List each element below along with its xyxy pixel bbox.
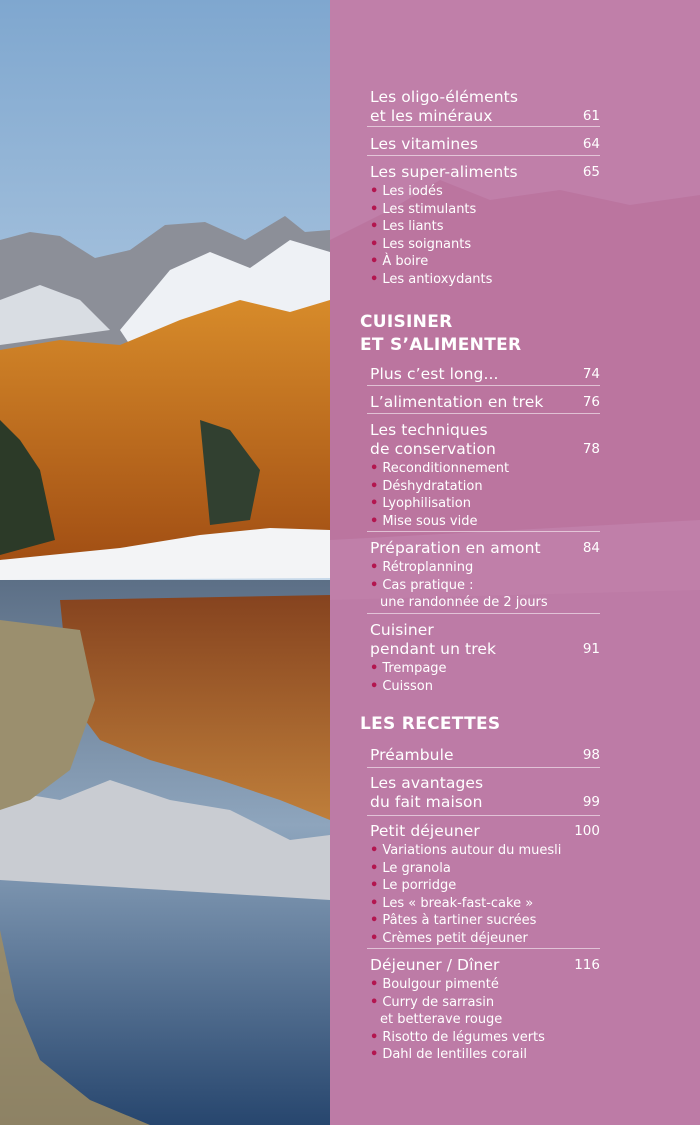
- toc-entry-title[interactable]: Déjeuner / Dîner: [370, 956, 500, 974]
- toc-entry-title[interactable]: Les avantages: [370, 774, 484, 792]
- toc-entry-title[interactable]: L’alimentation en trek: [370, 393, 544, 411]
- toc-subitem: [370, 513, 477, 531]
- toc-subitem: [370, 994, 494, 1012]
- bullet-icon: •: [370, 860, 379, 876]
- toc-page-number: 84: [582, 540, 600, 556]
- bullet-icon: •: [370, 661, 379, 676]
- toc-page-number: 99: [582, 794, 600, 810]
- toc-subitem-label: Boulgour pimenté: [382, 977, 499, 992]
- toc-subitem: [380, 1011, 502, 1029]
- bullet-icon: •: [370, 560, 379, 575]
- toc-entry-title[interactable]: Plus c’est long...: [370, 365, 499, 383]
- divider: [367, 948, 600, 949]
- toc-subitem: [370, 253, 428, 271]
- toc-subitem: [370, 460, 509, 478]
- bullet-icon: •: [370, 513, 379, 529]
- toc-page-number: 65: [582, 164, 600, 180]
- bullet-icon: •: [370, 461, 379, 476]
- divider: [367, 815, 600, 816]
- toc-subitem-label: Curry de sarrasin: [382, 994, 495, 1010]
- bullet-icon: •: [370, 271, 379, 287]
- toc-subitem-label: Le porridge: [382, 878, 457, 893]
- toc-subitem: [370, 976, 499, 994]
- toc-subitem: [370, 236, 471, 254]
- bullet-icon: •: [370, 678, 379, 694]
- toc-entry-title[interactable]: Préambule: [370, 746, 454, 764]
- toc-subitem: [370, 930, 528, 948]
- divider: [367, 613, 600, 614]
- toc-subitem: [370, 478, 483, 496]
- divider: [367, 385, 600, 386]
- toc-subitem-label: et betterave rouge: [380, 1012, 503, 1027]
- toc-subitem-label: Les stimulants: [382, 201, 477, 217]
- bullet-icon: •: [370, 878, 379, 893]
- toc-page-number: 98: [582, 747, 600, 763]
- bullet-icon: •: [370, 913, 379, 928]
- toc-page-number: 116: [574, 957, 600, 973]
- bullet-icon: •: [370, 895, 379, 911]
- toc-subitem: [370, 577, 474, 595]
- toc-entry-title[interactable]: Préparation en amont: [370, 539, 541, 557]
- toc-subitem: [370, 678, 433, 696]
- toc-page-number: 100: [574, 823, 600, 839]
- toc-subitem: [370, 877, 456, 895]
- toc-page-number: 78: [582, 441, 600, 457]
- toc-subitem-label: Crèmes petit déjeuner: [382, 930, 528, 946]
- toc-entry-title[interactable]: de conservation: [370, 440, 496, 458]
- toc-subitem: [370, 183, 443, 201]
- toc-subitem: [380, 594, 548, 612]
- toc-subitem: [370, 860, 451, 878]
- toc-subitem-label: Risotto de légumes verts: [382, 1029, 545, 1045]
- divider: [367, 531, 600, 532]
- toc-entry-title[interactable]: Les oligo-éléments: [370, 88, 518, 106]
- toc-subitem-label: Trempage: [382, 661, 447, 676]
- toc-subitem-label: Les liants: [382, 219, 444, 234]
- bullet-icon: •: [370, 977, 379, 992]
- toc-subitem: [370, 842, 561, 860]
- toc-subitem-label: Rétroplanning: [382, 560, 474, 575]
- toc-subitem-label: À boire: [382, 254, 429, 269]
- toc-subitem-label: Pâtes à tartiner sucrées: [382, 913, 537, 928]
- toc-page-number: 61: [582, 108, 600, 124]
- toc-subitem-label: Les antioxydants: [382, 271, 493, 287]
- toc-subitem-label: Cuisson: [382, 678, 433, 694]
- divider: [367, 126, 600, 127]
- divider: [367, 413, 600, 414]
- toc-entry-title[interactable]: Les techniques: [370, 421, 488, 439]
- section-heading: CUISINER: [360, 312, 453, 332]
- bullet-icon: •: [370, 201, 379, 217]
- toc-subitem: [370, 201, 476, 219]
- toc-subitem-label: une randonnée de 2 jours: [380, 595, 548, 610]
- toc-subitem: [370, 912, 536, 930]
- bullet-icon: •: [370, 219, 379, 234]
- toc-page-number: 74: [582, 366, 600, 382]
- bullet-icon: •: [370, 254, 379, 269]
- toc-subitem-label: Les « break-fast-cake »: [382, 895, 534, 911]
- toc-subitem: [370, 218, 444, 236]
- toc-subitem: [370, 559, 473, 577]
- toc-subitem: [370, 660, 447, 678]
- toc-subitem-label: Les soignants: [382, 236, 472, 252]
- toc-page-number: 64: [582, 136, 600, 152]
- toc-subitem: [370, 895, 533, 913]
- toc-subitem: [370, 271, 492, 289]
- bullet-icon: •: [370, 184, 379, 199]
- bullet-icon: •: [370, 1047, 379, 1062]
- bullet-icon: •: [370, 994, 379, 1010]
- bullet-icon: •: [370, 236, 379, 252]
- bullet-icon: •: [370, 930, 379, 946]
- toc-subitem-label: Dahl de lentilles corail: [382, 1047, 527, 1062]
- toc-entry-title[interactable]: du fait maison: [370, 793, 483, 811]
- toc-subitem-label: Déshydratation: [382, 478, 483, 494]
- bullet-icon: •: [370, 478, 379, 494]
- toc-entry-title[interactable]: Les vitamines: [370, 135, 479, 153]
- toc-subitem: [370, 1046, 527, 1064]
- divider: [367, 767, 600, 768]
- toc-entry-title[interactable]: Cuisiner: [370, 621, 434, 639]
- toc-subitem: [370, 1029, 545, 1047]
- toc-entry-title[interactable]: Petit déjeuner: [370, 822, 480, 840]
- divider: [367, 155, 600, 156]
- section-heading: ET S’ALIMENTER: [360, 335, 522, 355]
- toc-page-number: 76: [582, 394, 600, 410]
- toc-subitem: [370, 495, 471, 513]
- bullet-icon: •: [370, 577, 379, 593]
- toc-subitem-label: Lyophilisation: [382, 496, 471, 511]
- toc-subitem-label: Cas pratique :: [382, 577, 474, 593]
- toc-subitem-label: Mise sous vide: [382, 513, 478, 529]
- section-heading: LES RECETTES: [360, 714, 501, 734]
- toc-subitem-label: Le granola: [382, 860, 451, 876]
- bullet-icon: •: [370, 843, 379, 858]
- toc-entry-title[interactable]: Les super-aliments: [370, 163, 518, 181]
- toc-page-number: 91: [582, 641, 600, 657]
- toc-entry-title[interactable]: pendant un trek: [370, 640, 497, 658]
- toc-subitem-label: Les iodés: [382, 184, 443, 199]
- toc-entry-title[interactable]: et les minéraux: [370, 107, 493, 125]
- bullet-icon: •: [370, 496, 379, 511]
- toc-subitem-label: Variations autour du muesli: [382, 843, 562, 858]
- toc-subitem-label: Reconditionnement: [382, 461, 510, 476]
- bullet-icon: •: [370, 1029, 379, 1045]
